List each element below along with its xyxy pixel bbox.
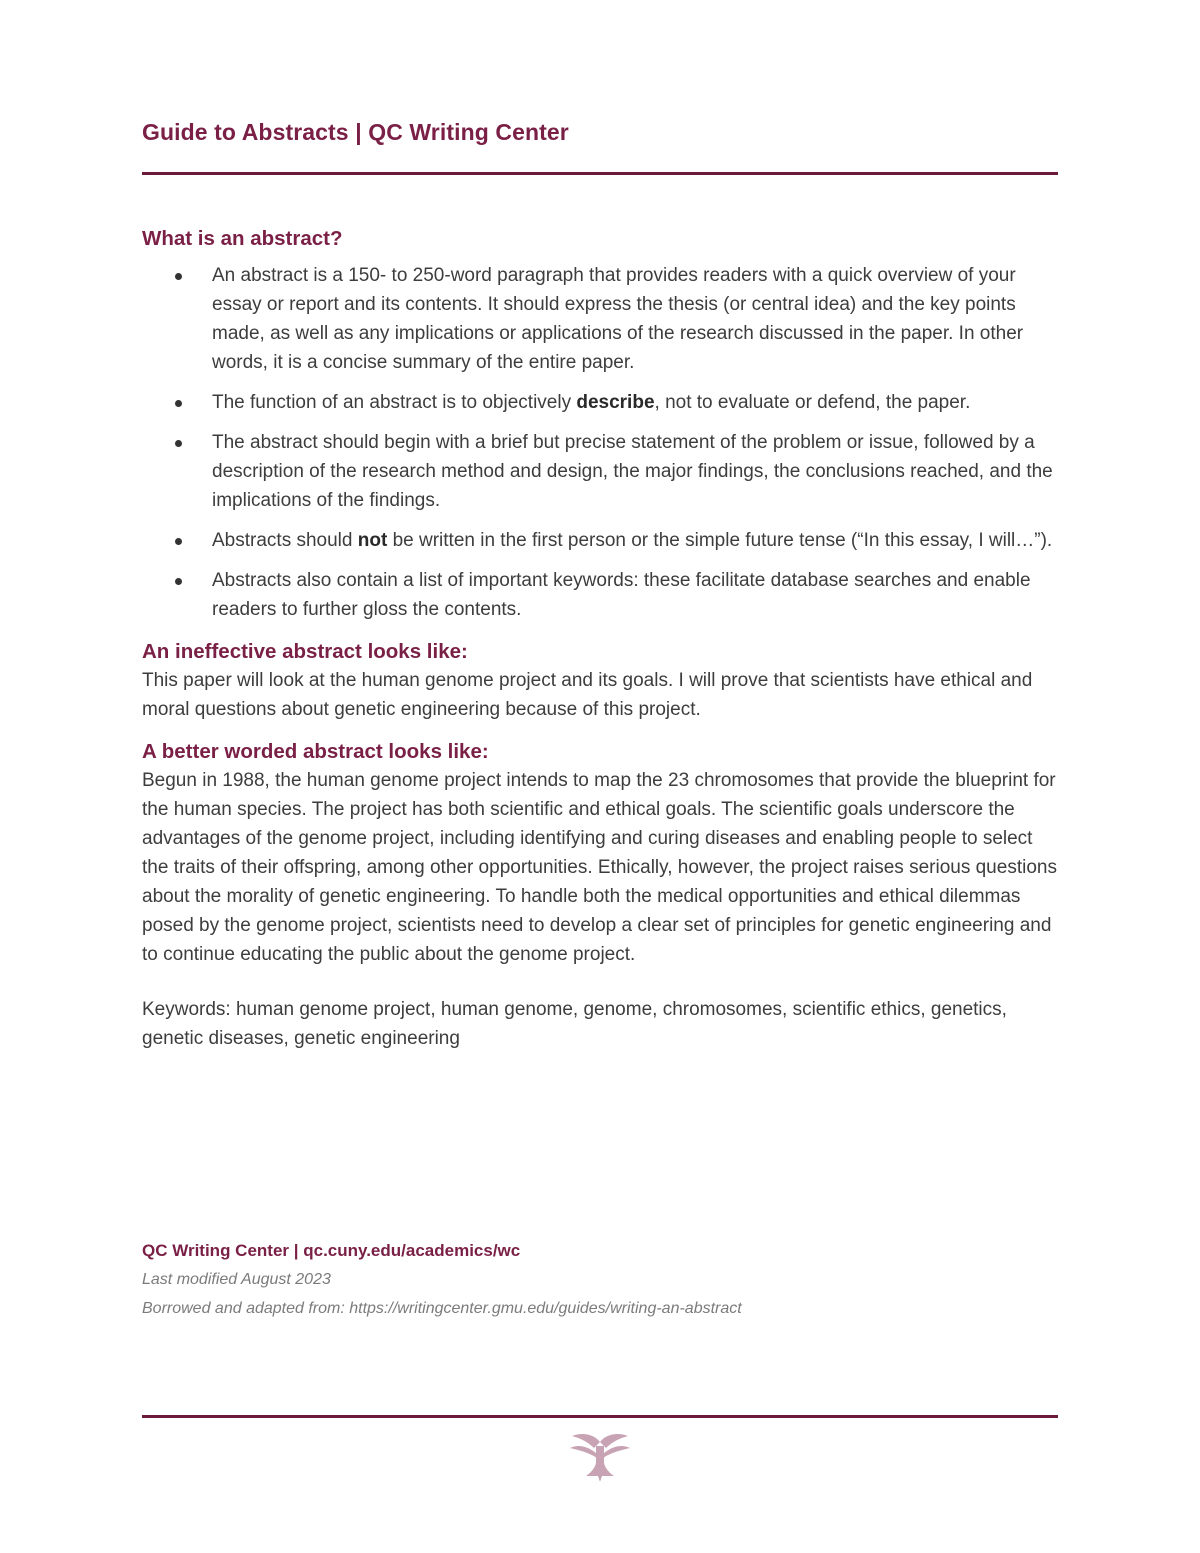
footer	[142, 1236, 1058, 1323]
source-credit: Borrowed and adapted from: https://writingcenter.gmu.edu/guides/writing-an-abstract	[142, 1300, 742, 1317]
page-title: Guide to Abstracts | QC Writing Center	[142, 119, 569, 145]
section-heading: A better worded abstract looks like:	[142, 740, 489, 763]
bullet-text: An abstract is a 150- to 250-word paragraph that provides readers with a quick overview of your essay or report and its contents. It should express the thesis (or central idea) and the key points made, as well as any implications or applications of the research discussed in the paper. In other words, it is a concise summary of the entire paper.	[212, 265, 1024, 373]
list-item	[212, 526, 1058, 555]
list-item	[212, 428, 1058, 515]
bullet-text-start: Abstracts should	[212, 530, 358, 551]
bullet-text-start: The function of an abstract is to objectively	[212, 392, 577, 413]
qc-logo-icon	[564, 1432, 636, 1484]
bullet-text-end: , not to evaluate or defend, the paper.	[654, 392, 971, 413]
bullet-emphasis: describe	[576, 392, 655, 413]
section-better-example	[142, 738, 1058, 1053]
list-item	[212, 566, 1058, 624]
bullet-text-end: be written in the first person or the simple future tense (“In this essay, I will…”).	[387, 530, 1053, 551]
definition-list	[142, 261, 1058, 624]
section-heading: An ineffective abstract looks like:	[142, 640, 468, 663]
bullet-text: The abstract should begin with a brief but precise statement of the problem or issue, followed by a description of the research method and design, the major findings, the conclusions reached, and the implications of the findings.	[212, 432, 1053, 511]
bullet-emphasis: not	[357, 530, 388, 551]
section-what-is-abstract	[142, 225, 1058, 624]
list-item	[212, 261, 1058, 377]
header-divider	[142, 172, 1058, 175]
footer-divider	[142, 1415, 1058, 1418]
bullet-text: Abstracts also contain a list of important keywords: these facilitate database searches and enable readers to further gloss the contents.	[212, 570, 1031, 620]
list-item	[212, 388, 1058, 417]
section-ineffective-example	[142, 638, 1058, 724]
keywords-text: Keywords: human genome project, human genome, genome, chromosomes, scientific ethics, genetics, genetic diseases, genetic engineering	[142, 999, 1007, 1049]
ineffective-abstract-text: This paper will look at the human genome project and its goals. I will prove that scientists have ethical and moral questions about genetic engineering because of this project.	[142, 670, 1033, 720]
document-page	[142, 0, 1058, 1553]
document-body	[142, 225, 1058, 1053]
last-modified: Last modified August 2023	[142, 1271, 331, 1288]
footer-brand-link[interactable]: QC Writing Center | qc.cuny.edu/academics/wc	[142, 1241, 521, 1260]
section-heading: What is an abstract?	[142, 227, 343, 250]
better-abstract-text: Begun in 1988, the human genome project intends to map the 23 chromosomes that provide the blueprint for the human species. The project has both scientific and ethical goals. The scientific goals underscore the advantages of the genome project, including identifying and curing diseases and enabling people to select the traits of their offspring, among other opportunities. Ethically, however, the project raises serious questions about the morality of genetic engineering. To handle both the medical opportunities and ethical dilemmas posed by the genome project, scientists need to develop a clear set of principles for genetic engineering and to continue educating the public about the genome project.	[142, 770, 1057, 965]
